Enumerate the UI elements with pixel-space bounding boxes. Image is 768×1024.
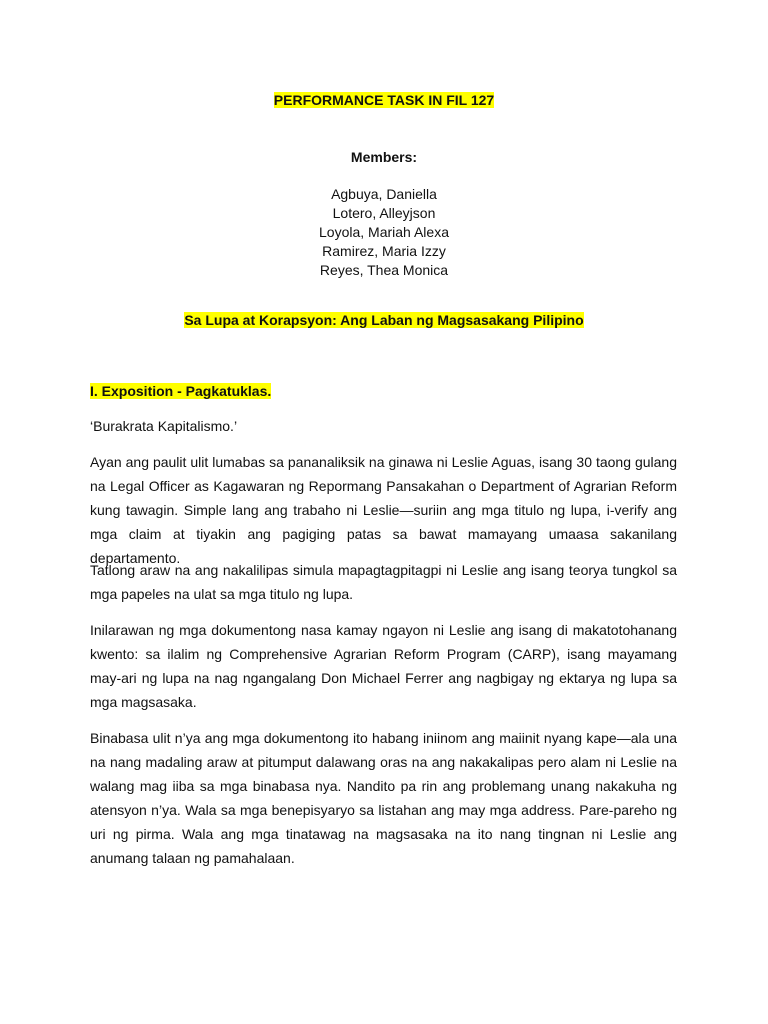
member-name: Agbuya, Daniella [331,186,437,202]
paragraph: Tatlong araw na ang nakalilipas simula mapagtagpitagpi ni Leslie ang isang teorya tungkol sa mga papeles na ulat sa mga titulo ng lupa. [90,562,677,602]
section-heading: I. Exposition - Pagkatuklas. [90,383,272,399]
members-list [0,185,768,280]
story-title: Sa Lupa at Korapsyon: Ang Laban ng Magsasakang Pilipino [184,312,584,328]
document-title-line [0,92,768,108]
paragraph: Ayan ang paulit ulit lumabas sa pananaliksik na ginawa ni Leslie Aguas, isang 30 taong gulang na Legal Officer as Kagawaran ng Repormang Pansakahan o Department of Agrarian Reform kung tawagin. Simple lang ang trabaho ni Leslie—suriin ang mga titulo ng lupa, i-verify ang mga claim at tiyakin ang pagiging patas sa bawat mamayang umaasa sakanilang departamento. [90,454,677,566]
story-title-line [0,312,768,328]
paragraph-quote: ‘Burakrata Kapitalismo.’ [90,418,238,434]
member-name: Ramirez, Maria Izzy [322,243,446,259]
member-name: Lotero, Alleyjson [332,205,436,221]
member-name: Loyola, Mariah Alexa [319,224,449,240]
paragraph: Inilarawan ng mga dokumentong nasa kamay ngayon ni Leslie ang isang di makatotohanang kwento: sa ilalim ng Comprehensive Agrarian Reform Program (CARP), isang mayamang may-ari ng lupa na nag ngangalang Don Michael Ferrer ang nagbigay ng ektarya ng lupa sa mga magsasaka. [90,622,677,710]
members-label: Members: [350,149,418,165]
member-name: Reyes, Thea Monica [319,262,449,278]
section-heading-line [90,383,271,399]
document-title: PERFORMANCE TASK IN FIL 127 [273,92,495,108]
paragraph: Binabasa ulit n’ya ang mga dokumentong ito habang iniinom ang maiinit nyang kape—ala una na nang madaling araw at pitumput dalawang oras na ang nakakalipas pero alam ni Leslie na walang mag iiba sa mga binabasa nya. Nandito pa rin ang problemang unang nakakuha ng atensyon n’ya. Wala sa mga benepisyaryo sa listahan ang may mga address. Pare-pareho ng uri ng pirma. Wala ang mga tinatawag na magsasaka na ito nang tingnan ni Leslie ang anumang talaan ng pamahalaan. [90,730,677,866]
